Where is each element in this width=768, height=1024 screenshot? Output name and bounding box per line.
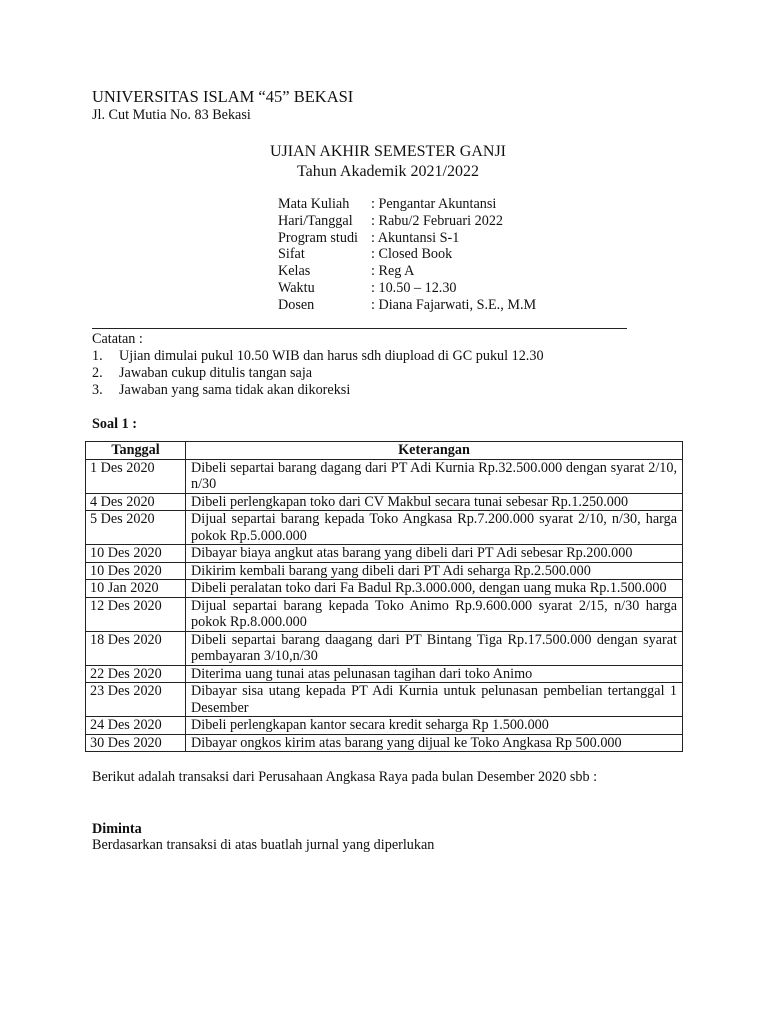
info-label: Program studi [278,229,358,246]
row-date: 10 Des 2020 [86,545,186,563]
row-description: Dibayar ongkos kirim atas barang yang dijual ke Toko Angkasa Rp 500.000 [186,734,683,752]
note-text: Ujian dimulai pukul 10.50 WIB dan harus sdh diupload di GC pukul 12.30 [119,348,544,364]
table-row [86,683,683,717]
table-row [86,734,683,752]
exam-title: UJIAN AKHIR SEMESTER GANJI [269,143,506,160]
academic-year: Tahun Akademik 2021/2022 [297,163,479,180]
note-item [92,348,544,365]
info-label: Mata Kuliah [278,196,350,212]
info-row [278,297,536,314]
info-value: : Diana Fajarwati, S.E., M.M [371,296,537,313]
info-label: Hari/Tanggal [278,212,353,229]
question-title: Soal 1 : [92,416,137,432]
task-title: Diminta [92,821,142,837]
info-row [278,230,536,247]
row-date: 5 Des 2020 [86,511,186,545]
note-item [92,382,544,399]
task-text: Berdasarkan transaksi di atas buatlah jurnal yang diperlukan [92,837,435,853]
note-text: Jawaban yang sama tidak akan dikoreksi [119,382,351,398]
info-value: : Akuntansi S-1 [371,229,460,246]
table-row [86,562,683,580]
info-value: : Closed Book [371,246,453,263]
info-label: Sifat [278,246,305,263]
university-address: Jl. Cut Mutia No. 83 Bekasi [92,107,251,123]
table-caption: Berikut adalah transaksi dari Perusahaan Angkasa Raya pada bulan Desember 2020 sbb : [92,769,598,785]
info-row [278,196,536,213]
info-value: : 10.50 – 12.30 [371,279,457,296]
info-value: : Pengantar Akuntansi [371,196,497,212]
row-date: 30 Des 2020 [86,734,186,752]
column-header-date: Tanggal [86,442,186,460]
row-description: Dibeli separtai barang dagang dari PT Adi Kurnia Rp.32.500.000 dengan syarat 2/10, n/30 [186,459,683,493]
exam-info [278,196,536,314]
row-description: Dikirim kembali barang yang dibeli dari PT Adi seharga Rp.2.500.000 [186,562,683,580]
university-name: UNIVERSITAS ISLAM “45” BEKASI [92,87,354,106]
row-date: 10 Des 2020 [86,562,186,580]
table-row [86,631,683,665]
row-description: Dijual separtai barang kepada Toko Animo Rp.9.600.000 syarat 2/15, n/30 harga pokok Rp.8.000.000 [186,597,683,631]
row-description: Dijual separtai barang kepada Toko Angkasa Rp.7.200.000 syarat 2/10, n/30, harga pokok Rp.5.000.000 [186,511,683,545]
table-row [86,580,683,598]
row-date: 24 Des 2020 [86,717,186,735]
info-row [278,213,536,230]
row-description: Dibayar biaya angkut atas barang yang dibeli dari PT Adi sebesar Rp.200.000 [186,545,683,563]
table-header-row [86,442,683,460]
row-date: 1 Des 2020 [86,459,186,493]
info-row [278,280,536,297]
info-row [278,263,536,280]
transaction-table [85,441,683,752]
table-row [86,545,683,563]
info-value: : Rabu/2 Februari 2022 [371,212,504,229]
table-row [86,459,683,493]
info-row [278,246,536,263]
row-date: 18 Des 2020 [86,631,186,665]
row-date: 10 Jan 2020 [86,580,186,598]
table-row [86,493,683,511]
table-row [86,597,683,631]
note-item [92,365,544,382]
info-label: Dosen [278,296,315,313]
divider-line [92,328,627,329]
row-date: 23 Des 2020 [86,683,186,717]
row-description: Dibeli separtai barang daagang dari PT Bintang Tiga Rp.17.500.000 dengan syarat pembayaran 3/10,n/30 [186,631,683,665]
note-number: 3. [92,382,103,398]
row-description: Dibeli perlengkapan toko dari CV Makbul secara tunai sebesar Rp.1.250.000 [186,493,683,511]
info-label: Waktu [278,279,315,296]
note-number: 2. [92,365,103,381]
table-row [86,511,683,545]
info-value: : Reg A [371,263,415,280]
column-header-description: Keterangan [186,442,683,460]
row-description: Diterima uang tunai atas pelunasan tagihan dari toko Animo [186,665,683,683]
table-row [86,665,683,683]
notes-list [92,348,544,399]
row-date: 12 Des 2020 [86,597,186,631]
row-description: Dibayar sisa utang kepada PT Adi Kurnia untuk pelunasan pembelian tertanggal 1 Desember [186,683,683,717]
table-row [86,717,683,735]
notes-title: Catatan : [92,331,143,347]
row-date: 4 Des 2020 [86,493,186,511]
row-description: Dibeli peralatan toko dari Fa Badul Rp.3.000.000, dengan uang muka Rp.1.500.000 [186,580,683,598]
row-date: 22 Des 2020 [86,665,186,683]
note-text: Jawaban cukup ditulis tangan saja [119,365,313,381]
info-label: Kelas [278,263,311,280]
note-number: 1. [92,348,103,364]
row-description: Dibeli perlengkapan kantor secara kredit seharga Rp 1.500.000 [186,717,683,735]
